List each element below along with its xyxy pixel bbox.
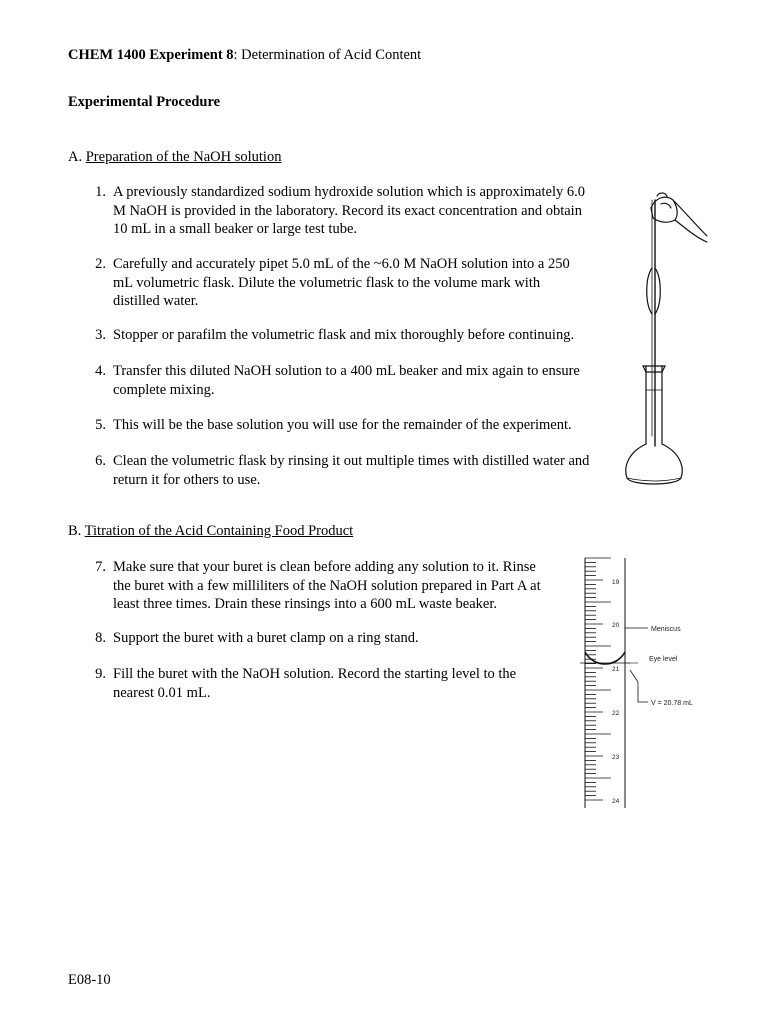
page-code: E08-10: [68, 972, 111, 988]
item-line: Fill the buret with the NaOH solution. Record the starting level to the: [113, 666, 517, 682]
volume-reading-label: V = 20.78 mL: [651, 700, 693, 707]
item-line: complete mixing.: [113, 381, 215, 398]
meniscus-label: Meniscus: [651, 626, 681, 633]
item-line: return it for others to use.: [113, 471, 261, 488]
item-number: 7.: [95, 559, 106, 575]
item-line: Transfer this diluted NaOH solution to a 400 mL beaker and mix again to ensure: [113, 363, 580, 379]
item-number: 9.: [95, 666, 106, 682]
item-line: A previously standardized sodium hydroxide solution which is approximately 6.0: [113, 184, 585, 200]
item-number: 3.: [95, 327, 106, 343]
buret-tick-label: 24: [612, 798, 620, 805]
buret-tick-label: 21: [612, 666, 620, 673]
buret-tick-label: 22: [612, 710, 620, 717]
item-number: 2.: [95, 256, 106, 272]
item-line: Carefully and accurately pipet 5.0 mL of the ~6.0 M NaOH solution into a 250: [113, 256, 570, 272]
item-number: 1.: [95, 184, 106, 200]
item-line: the buret with a few milliliters of the NaOH solution prepared in Part A at: [113, 577, 541, 594]
item-number: 8.: [95, 630, 106, 646]
item-line: 10 mL in a small beaker or large test tube.: [113, 221, 358, 237]
item-line: distilled water.: [113, 293, 199, 309]
item-line: mL volumetric flask. Dilute the volumetric flask to the volume mark with: [113, 274, 541, 291]
item-line: M NaOH is provided in the laboratory. Record its exact concentration and obtain: [113, 202, 582, 219]
section-a-letter: A.: [68, 149, 86, 165]
section-a-heading: [68, 149, 281, 166]
buret-tick-label: 20: [612, 622, 620, 629]
meniscus-curve: [585, 652, 625, 664]
item-line: Make sure that your buret is clean before adding any solution to it. Rinse: [113, 559, 536, 575]
course-label: CHEM 1400 Experiment 8: [68, 47, 234, 63]
item-line: least three times. Drain these rinsings into a 600 mL waste beaker.: [113, 596, 498, 612]
pipet-flask-illustration: [615, 186, 710, 486]
buret-tick-label: 23: [612, 754, 620, 761]
section-b-title: Titration of the Acid Containing Food Product: [84, 523, 354, 539]
section-b-heading: [68, 523, 353, 540]
procedure-heading: Experimental Procedure: [68, 94, 221, 110]
item-line: Clean the volumetric flask by rinsing it out multiple times with distilled water and: [113, 453, 590, 469]
section-a-title: Preparation of the NaOH solution: [85, 149, 282, 165]
buret-illustration: [580, 556, 708, 812]
item-line: nearest 0.01 mL.: [113, 684, 211, 701]
item-number: 5.: [95, 417, 106, 433]
hand-drawing: [651, 193, 707, 242]
section-b-letter: B.: [68, 523, 85, 539]
eye-level-label: Eye level: [649, 656, 678, 663]
item-line: Support the buret with a buret clamp on a ring stand.: [113, 630, 419, 646]
item-number: 6.: [95, 453, 106, 469]
item-number: 4.: [95, 363, 106, 379]
buret-tick-label: 19: [612, 579, 620, 586]
item-line: This will be the base solution you will use for the remainder of the experiment.: [113, 417, 572, 433]
item-line: Stopper or parafilm the volumetric flask and mix thoroughly before continuing.: [113, 327, 575, 343]
document-title: [68, 47, 421, 64]
title-rest: : Determination of Acid Content: [233, 47, 422, 63]
